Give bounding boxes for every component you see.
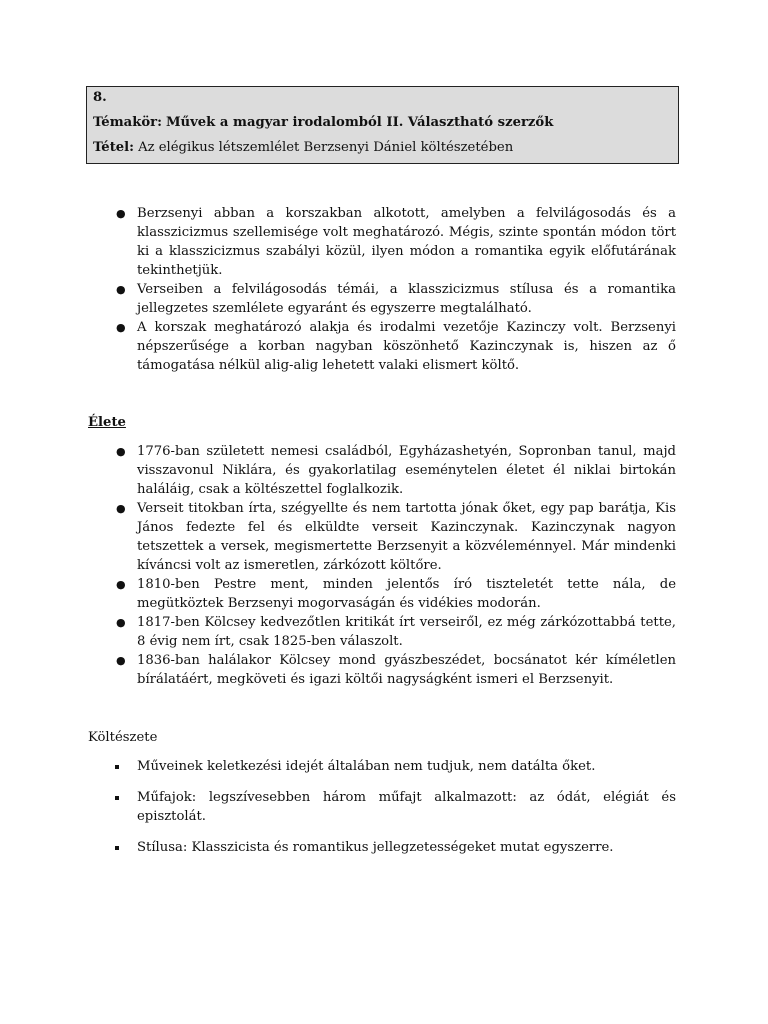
list-item	[88, 318, 676, 375]
list-item-text: Műveinek keletkezési idejét általában nem tudjuk, nem datálta őket.	[137, 759, 596, 774]
poetry-list	[88, 757, 676, 857]
list-item	[88, 499, 676, 575]
topic-value: Művek a magyar irodalomból II. Választható szerzők	[165, 115, 554, 130]
poetry-section	[88, 757, 676, 869]
life-section	[88, 442, 676, 689]
thesis-label: Tétel:	[93, 140, 135, 155]
list-item-text: Műfajok: legszívesebben három műfajt alkalmazott: az ódát, elégiát és episztolát.	[137, 790, 676, 824]
topic-label: Témakör:	[93, 115, 162, 130]
bullet-dot-icon: ●	[116, 207, 126, 220]
list-item-text: Verseit titokban írta, szégyellte és nem tartotta jónak őket, egy pap barátja, Kis János fedezte fel és elküldte verseit Kazinczynak. Kazinczynak nagyon tetszettek a versek, megismertette Berzsenyit a közvéleménnyel. Már mindenki kíváncsi volt az ismeretlen, zárkózott költőre.	[137, 501, 676, 573]
bullet-dot-icon: ●	[116, 654, 126, 667]
list-item	[88, 280, 676, 318]
intro-list	[88, 204, 676, 375]
list-item	[88, 204, 676, 280]
list-item-text: Berzsenyi abban a korszakban alkotott, amelyben a felvilágosodás és a klasszicizmus szellemisége volt meghatározó. Mégis, szinte spontán módon tört ki a klasszicizmus szabályi közül, ilyen módon a romantika egyik előfutárának tekinthetjük.	[137, 206, 676, 278]
bullet-dot-icon: ●	[116, 321, 126, 334]
bullet-square-icon	[115, 796, 119, 800]
thesis-value: Az elégikus létszemlélet Berzsenyi Dániel költészetében	[138, 140, 514, 155]
header-number-row	[93, 89, 672, 114]
bullet-dot-icon: ●	[116, 616, 126, 629]
bullet-square-icon	[115, 765, 119, 769]
list-item	[88, 838, 676, 857]
list-item	[88, 788, 676, 826]
list-item-text: 1836-ban halálakor Kölcsey mond gyászbeszédet, bocsánatot kér kíméletlen bírálatáért, megköveti és igazi költői nagyságként ismeri el Berzsenyit.	[137, 653, 676, 687]
bullet-dot-icon: ●	[116, 445, 126, 458]
bullet-dot-icon: ●	[116, 502, 126, 515]
list-item-text: 1817-ben Kölcsey kedvezőtlen kritikát írt verseiről, ez még zárkózottabbá tette, 8 évig nem írt, csak 1825-ben válaszolt.	[137, 615, 676, 649]
list-item-text: 1810-ben Pestre ment, minden jelentős író tiszteletét tette nála, de megütköztek Berzsenyi mogorvaságán és vidékies modorán.	[137, 577, 676, 611]
poetry-heading: Költészete	[88, 730, 158, 745]
list-item	[88, 757, 676, 776]
topic-header-box	[86, 86, 679, 164]
list-item	[88, 442, 676, 499]
topic-number: 8.	[93, 90, 107, 105]
list-item	[88, 575, 676, 613]
header-topic-row	[93, 114, 672, 139]
list-item	[88, 651, 676, 689]
header-thesis-row	[93, 139, 672, 164]
list-item-text: Stílusa: Klasszicista és romantikus jellegzetességeket mutat egyszerre.	[137, 840, 614, 855]
list-item-text: Verseiben a felvilágosodás témái, a klasszicizmus stílusa és a romantika jellegzetes szemlélete egyaránt és egyszerre megtalálható.	[137, 282, 676, 316]
bullet-dot-icon: ●	[116, 283, 126, 296]
life-heading: Élete	[88, 415, 126, 430]
list-item	[88, 613, 676, 651]
list-item-text: 1776-ban született nemesi családból, Egyházashetyén, Sopronban tanul, majd visszavonul Niklára, és gyakorlatilag eseménytelen életet él niklai birtokán haláláig, csak a költészettel foglalkozik.	[137, 444, 676, 497]
list-item-text: A korszak meghatározó alakja és irodalmi vezetője Kazinczy volt. Berzsenyi népszerűsége a korban nagyban köszönhető Kazinczynak is, hiszen az ő támogatása nélkül alig-alig lehetett valaki elismert költő.	[137, 320, 676, 373]
intro-section	[88, 204, 676, 375]
bullet-square-icon	[115, 846, 119, 850]
bullet-dot-icon: ●	[116, 578, 126, 591]
life-list	[88, 442, 676, 689]
